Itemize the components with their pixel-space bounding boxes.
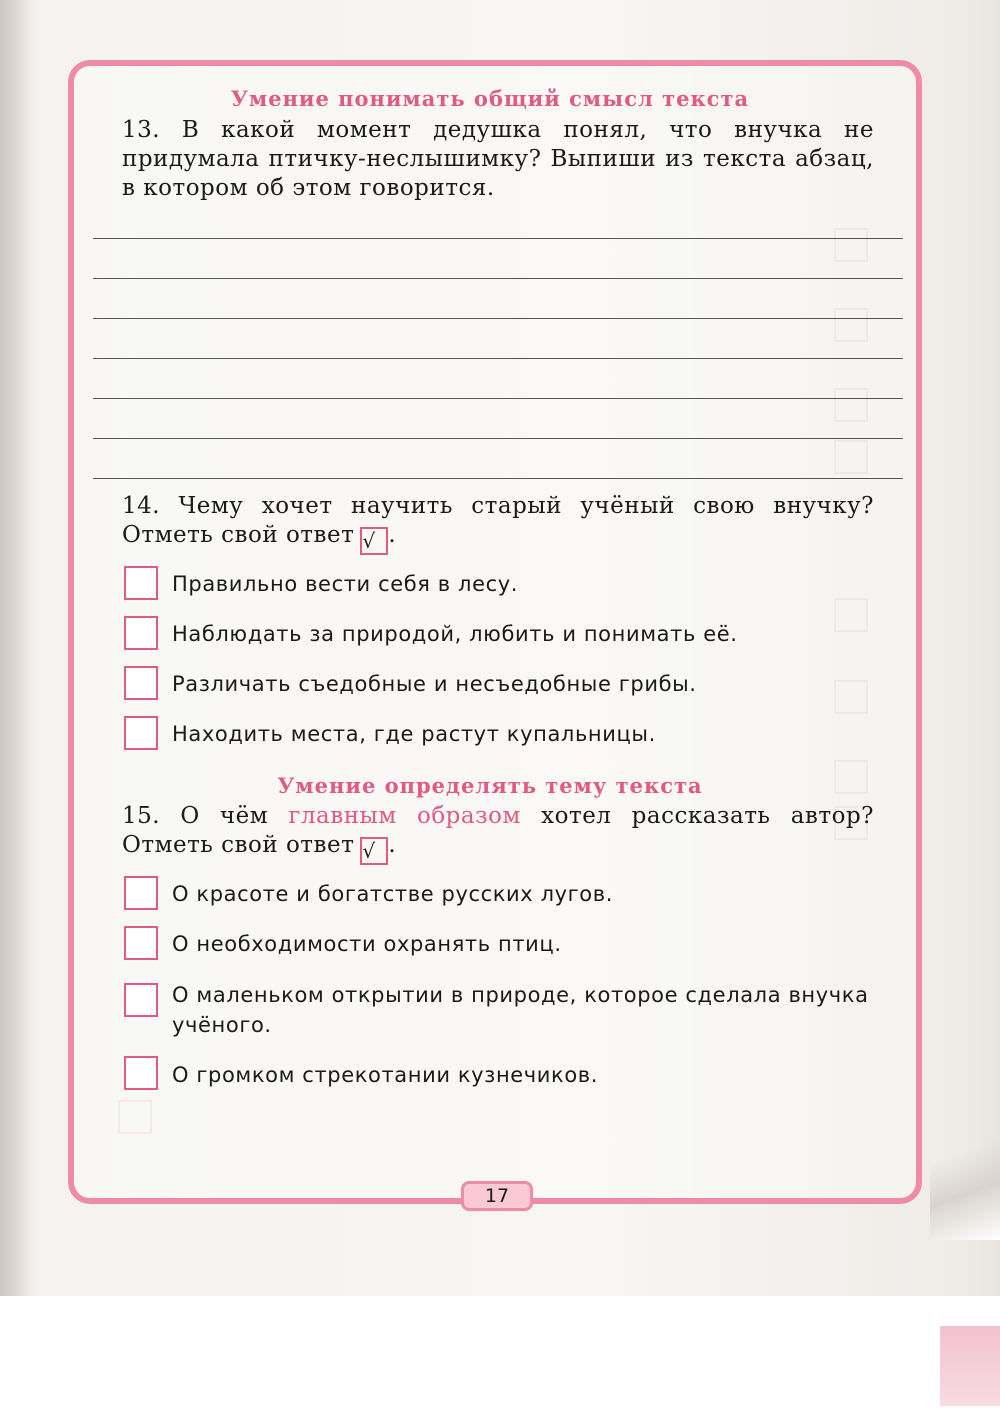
option-label: О маленьком открытии в природе, которое сделала внучка учёного. xyxy=(172,983,869,1037)
question-14-text: 14. Чему хочет научить старый учёный свою внучку? Отметь свой ответ xyxy=(122,493,874,548)
section-heading: Умение понимать общий смысл текста xyxy=(230,86,750,111)
answer-checkbox[interactable] xyxy=(124,983,158,1017)
bottom-edge xyxy=(0,1296,1000,1426)
option-label: Правильно вести себя в лесу. xyxy=(172,572,519,596)
option-label: Различать съедобные и несъедобные грибы. xyxy=(172,672,697,696)
answer-line[interactable] xyxy=(93,358,903,359)
answer-line[interactable] xyxy=(93,398,903,399)
question-15-period: . xyxy=(388,832,397,858)
question-15-highlight: главным образом xyxy=(288,803,521,829)
answer-checkbox[interactable] xyxy=(124,666,158,700)
answer-line[interactable] xyxy=(93,318,903,319)
answer-mark-example: √ xyxy=(360,837,388,865)
question-15 xyxy=(122,802,874,865)
question-13: 13. В какой момент дедушка понял, что внучка не придумала птичку-неслышимку? Выпиши из текста абзац, в котором об этом говорится. xyxy=(122,117,874,201)
pink-strip xyxy=(940,1326,1000,1406)
section-heading: Умение определять тему текста xyxy=(277,773,703,798)
answer-checkbox[interactable] xyxy=(124,616,158,650)
answer-line[interactable] xyxy=(93,238,903,239)
answer-checkbox[interactable] xyxy=(124,876,158,910)
answer-checkbox[interactable] xyxy=(124,926,158,960)
question-14-period: . xyxy=(388,522,397,548)
option-label: Наблюдать за природой, любить и понимать её. xyxy=(172,622,738,646)
option-label: О громком стрекотании кузнечиков. xyxy=(172,1063,599,1087)
question-15-text: 15. О чём xyxy=(122,803,269,829)
answer-checkbox[interactable] xyxy=(124,566,158,600)
page-number: 17 xyxy=(461,1181,533,1211)
option-label: О красоте и богатстве русских лугов. xyxy=(172,882,613,906)
question-14 xyxy=(122,492,874,555)
answer-line[interactable] xyxy=(93,278,903,279)
answer-line[interactable] xyxy=(93,438,903,439)
answer-checkbox[interactable] xyxy=(124,716,158,750)
corner-wear xyxy=(930,1120,1000,1240)
option-label: О необходимости охранять птиц. xyxy=(172,932,562,956)
question-15-text-rest: хотел рассказать автор? Отметь свой ответ xyxy=(122,803,874,858)
page-shadow xyxy=(0,0,30,1426)
answer-line[interactable] xyxy=(93,478,903,479)
answer-mark-example: √ xyxy=(360,527,388,555)
option-label: Находить места, где растут купальницы. xyxy=(172,722,656,746)
answer-checkbox[interactable] xyxy=(124,1056,158,1090)
